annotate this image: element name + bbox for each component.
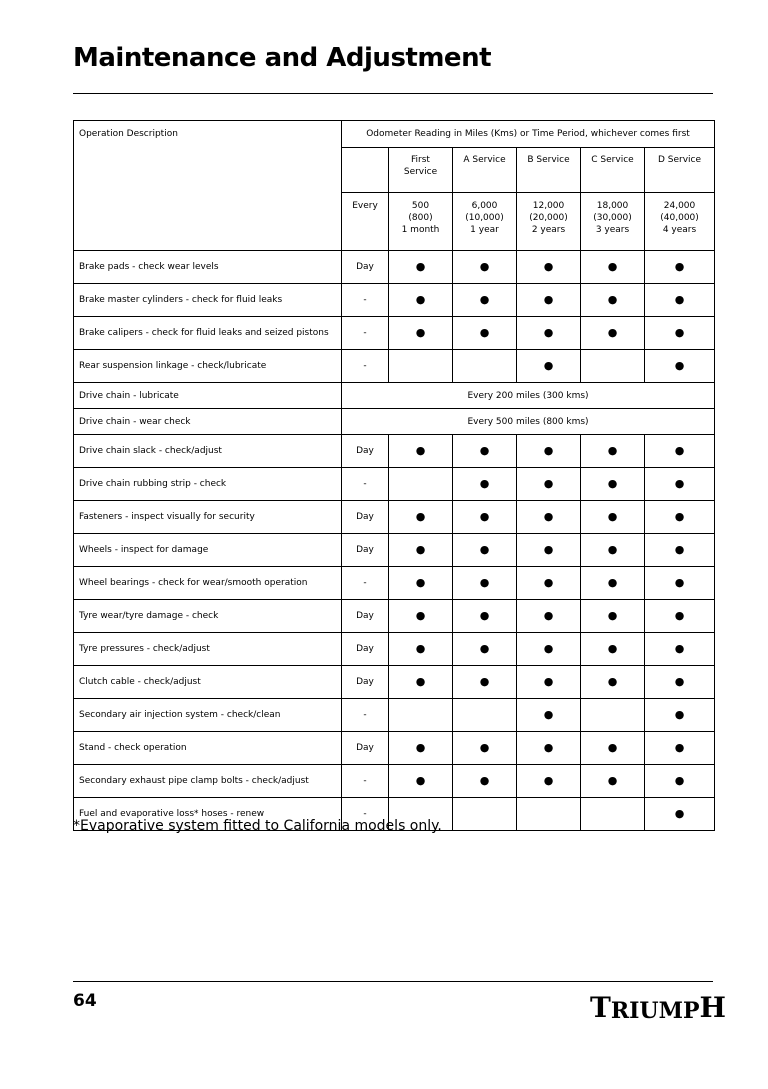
header-rule xyxy=(73,93,713,94)
service-mark-cell xyxy=(645,633,715,666)
table-row xyxy=(74,383,715,409)
bullet-icon: ● xyxy=(479,259,490,273)
service-mark-cell xyxy=(581,251,645,284)
service-mark-cell xyxy=(645,600,715,633)
logo-letter: T xyxy=(590,991,611,1024)
service-mark-cell xyxy=(389,468,453,501)
operation-cell: Secondary exhaust pipe clamp bolts - check/adjust xyxy=(74,765,342,798)
table-row xyxy=(74,666,715,699)
operation-cell: Drive chain rubbing strip - check xyxy=(74,468,342,501)
service-mark-cell xyxy=(453,350,517,383)
service-mark-cell xyxy=(453,600,517,633)
table-row xyxy=(74,600,715,633)
table-row xyxy=(74,765,715,798)
operation-cell: Stand - check operation xyxy=(74,732,342,765)
service-mark-cell xyxy=(517,567,581,600)
service-mark-cell xyxy=(581,732,645,765)
maintenance-schedule-table xyxy=(73,120,715,831)
bullet-icon: ● xyxy=(479,542,490,556)
service-mark-cell xyxy=(517,699,581,732)
every-cell: - xyxy=(342,284,389,317)
every-cell: Day xyxy=(342,732,389,765)
service-mark-cell xyxy=(581,633,645,666)
bullet-icon: ● xyxy=(543,641,554,655)
service-mark-cell xyxy=(645,765,715,798)
operation-cell: Brake calipers - check for fluid leaks and seized pistons xyxy=(74,317,342,350)
service-mark-cell xyxy=(581,317,645,350)
odometer-header: Odometer Reading in Miles (Kms) or Time Period, whichever comes first xyxy=(342,121,715,148)
service-mark-cell xyxy=(517,600,581,633)
bullet-icon: ● xyxy=(543,443,554,457)
operation-cell: Wheels - inspect for damage xyxy=(74,534,342,567)
table-row xyxy=(74,435,715,468)
service-mark-cell xyxy=(517,317,581,350)
triumph-logo xyxy=(590,991,726,1024)
logo-letters: RIUMP xyxy=(610,998,700,1024)
service-mark-cell xyxy=(581,798,645,831)
bullet-icon: ● xyxy=(415,575,426,589)
service-mark-cell xyxy=(645,534,715,567)
interval-cell: 500 (800) 1 month xyxy=(389,193,453,251)
bullet-icon: ● xyxy=(674,641,685,655)
bullet-icon: ● xyxy=(415,740,426,754)
bullet-icon: ● xyxy=(543,608,554,622)
bullet-icon: ● xyxy=(479,443,490,457)
service-mark-cell xyxy=(453,468,517,501)
bullet-icon: ● xyxy=(415,674,426,688)
bullet-icon: ● xyxy=(607,325,618,339)
service-mark-cell xyxy=(517,666,581,699)
interval-cell: 18,000 (30,000) 3 years xyxy=(581,193,645,251)
bullet-icon: ● xyxy=(479,509,490,523)
bullet-icon: ● xyxy=(479,773,490,787)
footnote: *Evaporative system fitted to California models only. xyxy=(73,818,442,834)
service-mark-cell xyxy=(453,798,517,831)
service-mark-cell xyxy=(517,284,581,317)
bullet-icon: ● xyxy=(674,292,685,306)
operation-cell: Fuel and evaporative loss* hoses - renew xyxy=(74,798,342,831)
service-mark-cell xyxy=(389,765,453,798)
operation-cell: Secondary air injection system - check/clean xyxy=(74,699,342,732)
service-mark-cell xyxy=(581,284,645,317)
every-cell: - xyxy=(342,699,389,732)
bullet-icon: ● xyxy=(479,641,490,655)
bullet-icon: ● xyxy=(674,509,685,523)
service-mark-cell xyxy=(389,633,453,666)
bullet-icon: ● xyxy=(607,292,618,306)
service-mark-cell xyxy=(453,765,517,798)
service-header: C Service xyxy=(581,148,645,193)
every-cell: - xyxy=(342,765,389,798)
service-mark-cell xyxy=(645,699,715,732)
service-header: D Service xyxy=(645,148,715,193)
service-mark-cell xyxy=(517,732,581,765)
service-mark-cell xyxy=(645,435,715,468)
bullet-icon: ● xyxy=(415,608,426,622)
table-row xyxy=(74,534,715,567)
bullet-icon: ● xyxy=(674,542,685,556)
service-mark-cell xyxy=(645,666,715,699)
table-row xyxy=(74,567,715,600)
bullet-icon: ● xyxy=(607,674,618,688)
service-mark-cell xyxy=(645,567,715,600)
every-cell: Day xyxy=(342,251,389,284)
table-row xyxy=(74,284,715,317)
service-mark-cell xyxy=(389,666,453,699)
service-mark-cell xyxy=(517,633,581,666)
service-header: A Service xyxy=(453,148,517,193)
bullet-icon: ● xyxy=(479,292,490,306)
operation-cell: Drive chain slack - check/adjust xyxy=(74,435,342,468)
footer-rule xyxy=(73,981,713,982)
logo-letter: H xyxy=(699,991,726,1024)
service-mark-cell xyxy=(581,666,645,699)
service-mark-cell xyxy=(453,732,517,765)
table-row xyxy=(74,633,715,666)
interval-cell: 24,000 (40,000) 4 years xyxy=(645,193,715,251)
bullet-icon: ● xyxy=(607,259,618,273)
bullet-icon: ● xyxy=(674,674,685,688)
operation-cell: Drive chain - lubricate xyxy=(74,383,342,409)
bullet-icon: ● xyxy=(479,476,490,490)
operation-cell: Drive chain - wear check xyxy=(74,409,342,435)
table-row xyxy=(74,409,715,435)
service-mark-cell xyxy=(581,534,645,567)
service-mark-cell xyxy=(389,600,453,633)
bullet-icon: ● xyxy=(674,740,685,754)
blank-header-cell xyxy=(342,148,389,193)
bullet-icon: ● xyxy=(607,575,618,589)
service-mark-cell xyxy=(645,251,715,284)
bullet-icon: ● xyxy=(607,641,618,655)
every-header: Every xyxy=(342,193,389,251)
bullet-icon: ● xyxy=(674,608,685,622)
service-mark-cell xyxy=(645,501,715,534)
service-mark-cell xyxy=(389,501,453,534)
every-cell: - xyxy=(342,798,389,831)
service-mark-cell xyxy=(389,699,453,732)
bullet-icon: ● xyxy=(543,325,554,339)
service-mark-cell xyxy=(645,317,715,350)
service-mark-cell xyxy=(389,317,453,350)
service-mark-cell xyxy=(389,534,453,567)
service-mark-cell xyxy=(645,350,715,383)
operation-cell: Wheel bearings - check for wear/smooth operation xyxy=(74,567,342,600)
service-mark-cell xyxy=(389,567,453,600)
operation-cell: Tyre pressures - check/adjust xyxy=(74,633,342,666)
service-mark-cell xyxy=(645,284,715,317)
service-mark-cell xyxy=(453,251,517,284)
bullet-icon: ● xyxy=(543,707,554,721)
service-mark-cell xyxy=(517,501,581,534)
bullet-icon: ● xyxy=(543,542,554,556)
service-mark-cell xyxy=(645,798,715,831)
bullet-icon: ● xyxy=(674,773,685,787)
bullet-icon: ● xyxy=(607,542,618,556)
page-number: 64 xyxy=(73,991,97,1011)
table-row xyxy=(74,468,715,501)
bullet-icon: ● xyxy=(543,509,554,523)
operation-cell: Brake master cylinders - check for fluid leaks xyxy=(74,284,342,317)
service-mark-cell xyxy=(581,699,645,732)
bullet-icon: ● xyxy=(479,674,490,688)
table-row xyxy=(74,732,715,765)
service-mark-cell xyxy=(517,798,581,831)
bullet-icon: ● xyxy=(674,325,685,339)
table-row xyxy=(74,501,715,534)
bullet-icon: ● xyxy=(674,575,685,589)
service-mark-cell xyxy=(453,284,517,317)
table-row xyxy=(74,350,715,383)
service-mark-cell xyxy=(517,534,581,567)
bullet-icon: ● xyxy=(543,476,554,490)
interval-cell: 6,000 (10,000) 1 year xyxy=(453,193,517,251)
service-mark-cell xyxy=(389,284,453,317)
service-mark-cell xyxy=(389,350,453,383)
service-mark-cell xyxy=(517,765,581,798)
service-mark-cell xyxy=(453,435,517,468)
bullet-icon: ● xyxy=(479,608,490,622)
bullet-icon: ● xyxy=(415,641,426,655)
service-mark-cell xyxy=(453,501,517,534)
bullet-icon: ● xyxy=(543,292,554,306)
operation-cell: Fasteners - inspect visually for security xyxy=(74,501,342,534)
service-mark-cell xyxy=(389,732,453,765)
bullet-icon: ● xyxy=(415,773,426,787)
bullet-icon: ● xyxy=(415,542,426,556)
bullet-icon: ● xyxy=(607,608,618,622)
service-mark-cell xyxy=(453,534,517,567)
service-mark-cell xyxy=(581,350,645,383)
bullet-icon: ● xyxy=(415,443,426,457)
every-cell: - xyxy=(342,350,389,383)
bullet-icon: ● xyxy=(415,292,426,306)
bullet-icon: ● xyxy=(674,259,685,273)
every-cell: Day xyxy=(342,633,389,666)
service-mark-cell xyxy=(581,468,645,501)
bullet-icon: ● xyxy=(674,806,685,820)
bullet-icon: ● xyxy=(415,509,426,523)
bullet-icon: ● xyxy=(543,259,554,273)
service-mark-cell xyxy=(517,350,581,383)
bullet-icon: ● xyxy=(674,707,685,721)
service-mark-cell xyxy=(389,435,453,468)
service-mark-cell xyxy=(645,732,715,765)
interval-cell: 12,000 (20,000) 2 years xyxy=(517,193,581,251)
bullet-icon: ● xyxy=(479,325,490,339)
interval-span-cell: Every 200 miles (300 kms) xyxy=(342,383,715,409)
bullet-icon: ● xyxy=(479,740,490,754)
bullet-icon: ● xyxy=(543,740,554,754)
page-title: Maintenance and Adjustment xyxy=(73,43,492,73)
op-description-header: Operation Description xyxy=(74,121,342,251)
bullet-icon: ● xyxy=(415,325,426,339)
service-mark-cell xyxy=(453,317,517,350)
service-mark-cell xyxy=(453,666,517,699)
service-mark-cell xyxy=(517,435,581,468)
bullet-icon: ● xyxy=(607,773,618,787)
bullet-icon: ● xyxy=(543,773,554,787)
every-cell: - xyxy=(342,567,389,600)
service-mark-cell xyxy=(453,699,517,732)
service-header: B Service xyxy=(517,148,581,193)
every-cell: Day xyxy=(342,666,389,699)
bullet-icon: ● xyxy=(607,509,618,523)
every-cell: Day xyxy=(342,435,389,468)
bullet-icon: ● xyxy=(607,443,618,457)
every-cell: Day xyxy=(342,501,389,534)
table-row xyxy=(74,317,715,350)
service-mark-cell xyxy=(581,600,645,633)
bullet-icon: ● xyxy=(415,259,426,273)
bullet-icon: ● xyxy=(543,358,554,372)
service-mark-cell xyxy=(645,468,715,501)
service-mark-cell xyxy=(581,501,645,534)
bullet-icon: ● xyxy=(607,476,618,490)
every-cell: Day xyxy=(342,600,389,633)
every-cell: - xyxy=(342,317,389,350)
every-cell: - xyxy=(342,468,389,501)
operation-cell: Tyre wear/tyre damage - check xyxy=(74,600,342,633)
operation-cell: Rear suspension linkage - check/lubricate xyxy=(74,350,342,383)
service-header: First Service xyxy=(389,148,453,193)
service-mark-cell xyxy=(581,765,645,798)
service-mark-cell xyxy=(517,468,581,501)
operation-cell: Clutch cable - check/adjust xyxy=(74,666,342,699)
table-row xyxy=(74,699,715,732)
service-mark-cell xyxy=(581,435,645,468)
table-row xyxy=(74,251,715,284)
service-mark-cell xyxy=(581,567,645,600)
service-mark-cell xyxy=(453,633,517,666)
bullet-icon: ● xyxy=(674,358,685,372)
every-cell: Day xyxy=(342,534,389,567)
bullet-icon: ● xyxy=(479,575,490,589)
bullet-icon: ● xyxy=(674,443,685,457)
interval-span-cell: Every 500 miles (800 kms) xyxy=(342,409,715,435)
bullet-icon: ● xyxy=(674,476,685,490)
bullet-icon: ● xyxy=(543,674,554,688)
bullet-icon: ● xyxy=(543,575,554,589)
bullet-icon: ● xyxy=(607,740,618,754)
service-mark-cell xyxy=(389,251,453,284)
operation-cell: Brake pads - check wear levels xyxy=(74,251,342,284)
service-mark-cell xyxy=(453,567,517,600)
service-mark-cell xyxy=(517,251,581,284)
